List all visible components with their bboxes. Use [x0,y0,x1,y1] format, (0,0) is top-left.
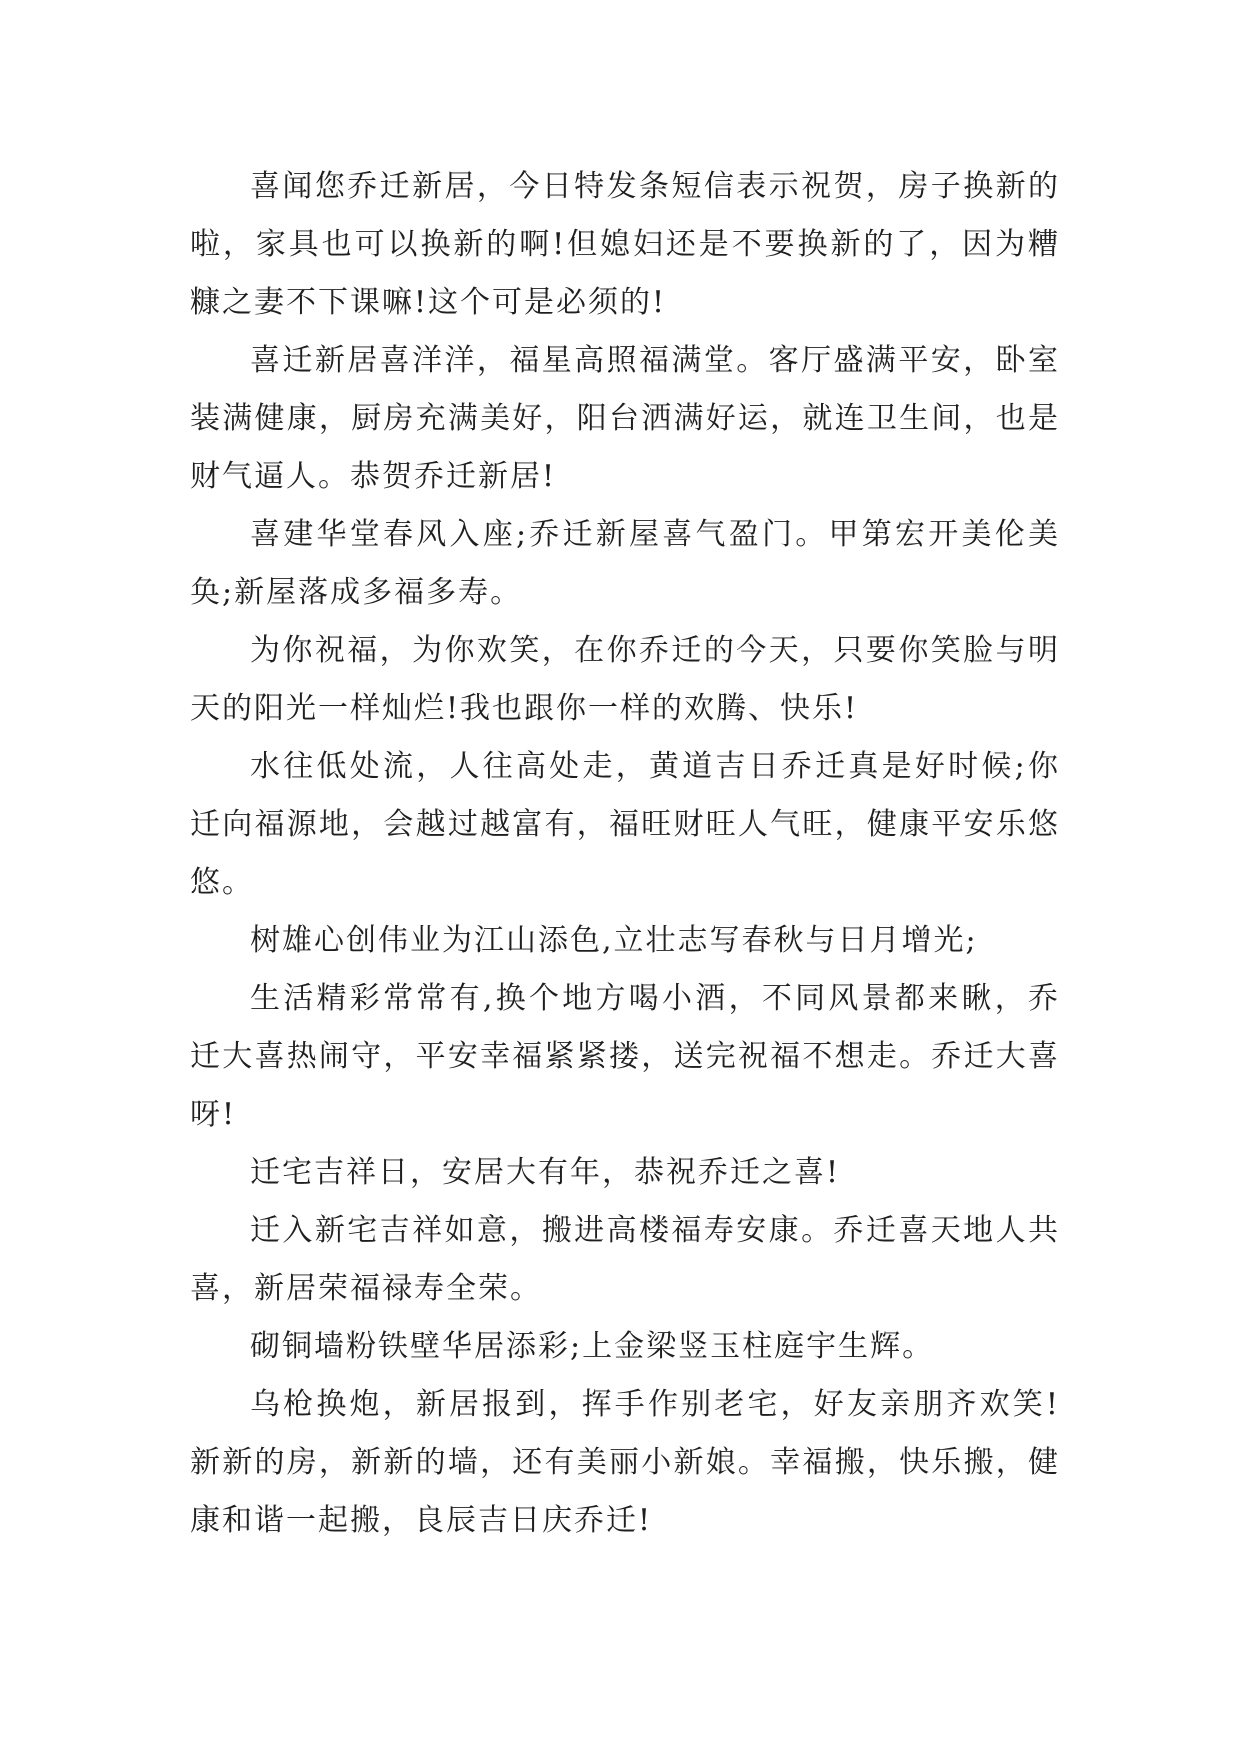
paragraph-7: 生活精彩常常有,换个地方喝小酒，不同风景都来瞅，乔迁大喜热闹守，平安幸福紧紧搂，送完祝福不想走。乔迁大喜呀! [190,981,1060,1132]
document-body [190,158,1060,1550]
paragraph-9: 迁入新宅吉祥如意，搬进高楼福寿安康。乔迁喜天地人共喜，新居荣福禄寿全荣。 [190,1213,1060,1306]
paragraph-6: 树雄心创伟业为江山添色,立壮志写春秋与日月增光; [250,923,978,958]
paragraph-5: 水往低处流，人往高处走，黄道吉日乔迁真是好时候;你迁向福源地，会越过越富有，福旺财旺人气旺，健康平安乐悠悠。 [190,749,1060,900]
paragraph-1: 喜闻您乔迁新居，今日特发条短信表示祝贺，房子换新的啦，家具也可以换新的啊!但媳妇还是不要换新的了，因为糟糠之妻不下课嘛!这个可是必须的! [190,169,1060,320]
paragraph-8: 迁宅吉祥日，安居大有年，恭祝乔迁之喜! [250,1155,841,1190]
paragraph-3: 喜建华堂春风入座;乔迁新屋喜气盈门。甲第宏开美伦美奂;新屋落成多福多寿。 [190,517,1060,610]
paragraph-10: 砌铜墙粉铁壁华居添彩;上金梁竖玉柱庭宇生辉。 [250,1329,935,1364]
paragraph-2: 喜迁新居喜洋洋，福星高照福满堂。客厅盛满平安，卧室装满健康，厨房充满美好，阳台洒满好运，就连卫生间，也是财气逼人。恭贺乔迁新居! [190,343,1060,494]
paragraph-4: 为你祝福，为你欢笑，在你乔迁的今天，只要你笑脸与明天的阳光一样灿烂!我也跟你一样的欢腾、快乐! [190,633,1060,726]
paragraph-11: 乌枪换炮，新居报到，挥手作别老宅，好友亲朋齐欢笑!新新的房，新新的墙，还有美丽小新娘。幸福搬，快乐搬，健康和谐一起搬，良辰吉日庆乔迁! [190,1387,1060,1538]
